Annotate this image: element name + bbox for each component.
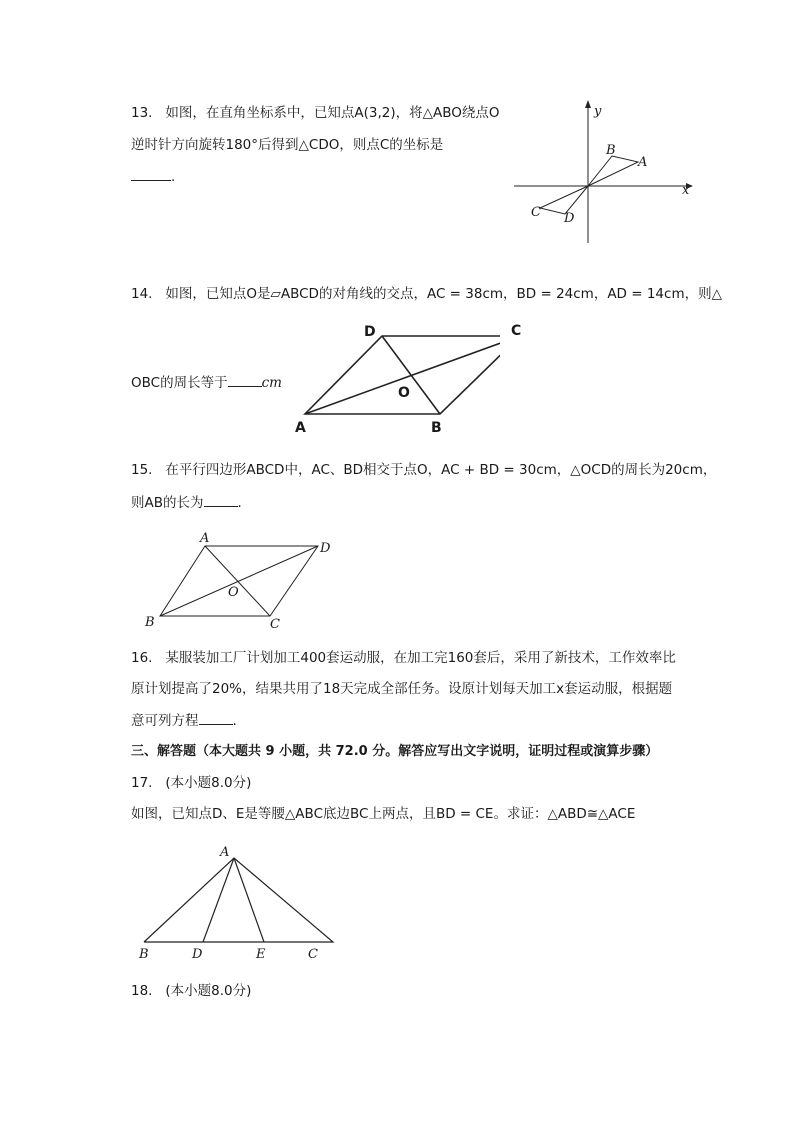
y-axis-arrow bbox=[585, 100, 591, 108]
label-d: D bbox=[320, 541, 331, 556]
label-d: D bbox=[364, 324, 376, 340]
label-y: y bbox=[594, 104, 602, 119]
q14-unit: cm bbox=[261, 375, 282, 391]
q16-number: 16. bbox=[131, 650, 153, 666]
q13-answer-blank[interactable] bbox=[131, 166, 171, 181]
label-a: A bbox=[220, 845, 230, 860]
parallelogram-abcd bbox=[305, 336, 500, 414]
diagonal-ac bbox=[305, 336, 500, 414]
q13-end: . bbox=[171, 169, 176, 185]
triangle-abo bbox=[588, 156, 638, 186]
q16-line3 bbox=[131, 710, 237, 731]
q14-text-2: OBC的周长等于 bbox=[131, 375, 228, 391]
q14-text-1: 如图，已知点O是▱ABCD的对角线的交点，AC = 38cm，BD = 24cm，AD = 14cm，则△ bbox=[165, 286, 722, 302]
q14-parallelogram-figure bbox=[290, 318, 500, 438]
label-o: O bbox=[398, 385, 410, 401]
q17-header bbox=[131, 773, 251, 793]
q14-number: 14. bbox=[131, 286, 153, 302]
q17-number: 17. bbox=[131, 775, 153, 791]
q13-coordinate-figure bbox=[508, 98, 698, 248]
label-e: E bbox=[256, 947, 266, 962]
label-c: C bbox=[531, 205, 541, 220]
q15-line1 bbox=[131, 460, 716, 480]
q14-line1 bbox=[131, 284, 722, 304]
q15-answer-blank[interactable] bbox=[204, 492, 238, 507]
q18-score: (本小题8.0分) bbox=[165, 983, 252, 999]
q15-end: . bbox=[237, 495, 242, 511]
label-x: x bbox=[682, 183, 690, 198]
label-d: D bbox=[564, 211, 575, 226]
label-c: C bbox=[270, 617, 280, 632]
label-b: B bbox=[431, 420, 442, 436]
q16-answer-blank[interactable] bbox=[199, 710, 233, 725]
label-a: A bbox=[638, 155, 648, 170]
label-b: B bbox=[139, 947, 149, 962]
q15-text-2: 则AB的长为 bbox=[131, 495, 204, 511]
q16-text-1: 某服装加工厂计划加工400套运动服，在加工完160套后，采用了新技术，工作效率比 bbox=[165, 650, 676, 666]
q14-answer-blank[interactable] bbox=[228, 372, 262, 387]
label-a: A bbox=[200, 531, 210, 546]
q18-header bbox=[131, 981, 251, 1001]
q17-score: (本小题8.0分) bbox=[165, 775, 252, 791]
q16-end: . bbox=[232, 713, 237, 729]
q13-line1 bbox=[131, 103, 500, 123]
segment-ad bbox=[203, 858, 234, 942]
label-a: A bbox=[295, 420, 306, 436]
q18-number: 18. bbox=[131, 983, 153, 999]
label-b: B bbox=[606, 143, 616, 158]
q15-parallelogram-figure bbox=[140, 528, 340, 634]
diagonal-ac bbox=[205, 546, 270, 616]
q17-text: 如图，已知点D、E是等腰△ABC底边BC上两点，且BD = CE。求证：△ABD≅△ACE bbox=[131, 806, 636, 822]
q16-line1 bbox=[131, 648, 676, 668]
label-b: B bbox=[145, 615, 155, 630]
q13-answer-line bbox=[131, 166, 175, 187]
q13-text-2: 逆时针方向旋转180°后得到△CDO，则点C的坐标是 bbox=[131, 137, 444, 153]
q15-text-1: 在平行四边形ABCD中，AC、BD相交于点O，AC + BD = 30cm，△OCD的周长为20cm， bbox=[165, 462, 717, 478]
q16-text-2: 原计划提高了20%，结果共用了18天完成全部任务。设原计划每天加工x套运动服，根据题 bbox=[131, 681, 673, 697]
triangle-cdo bbox=[540, 186, 588, 214]
diagonal-bd bbox=[382, 336, 440, 414]
q13-text-1: 如图，在直角坐标系中，已知点A(3,2)，将△ABO绕点O bbox=[165, 105, 500, 121]
section3-heading: 三、解答题（本大题共 9 小题，共 72.0 分。解答应写出文字说明，证明过程或演算步骤） bbox=[131, 744, 659, 759]
q14-line2 bbox=[131, 372, 282, 393]
label-o: O bbox=[228, 585, 239, 600]
q16-text-3: 意可列方程 bbox=[131, 713, 199, 729]
q13-number: 13. bbox=[131, 105, 153, 121]
q15-number: 15. bbox=[131, 462, 153, 478]
q15-line2 bbox=[131, 492, 242, 513]
q14-label-c: C bbox=[511, 323, 522, 339]
label-d: D bbox=[192, 947, 203, 962]
q17-triangle-figure bbox=[130, 840, 345, 965]
label-c: C bbox=[308, 947, 318, 962]
